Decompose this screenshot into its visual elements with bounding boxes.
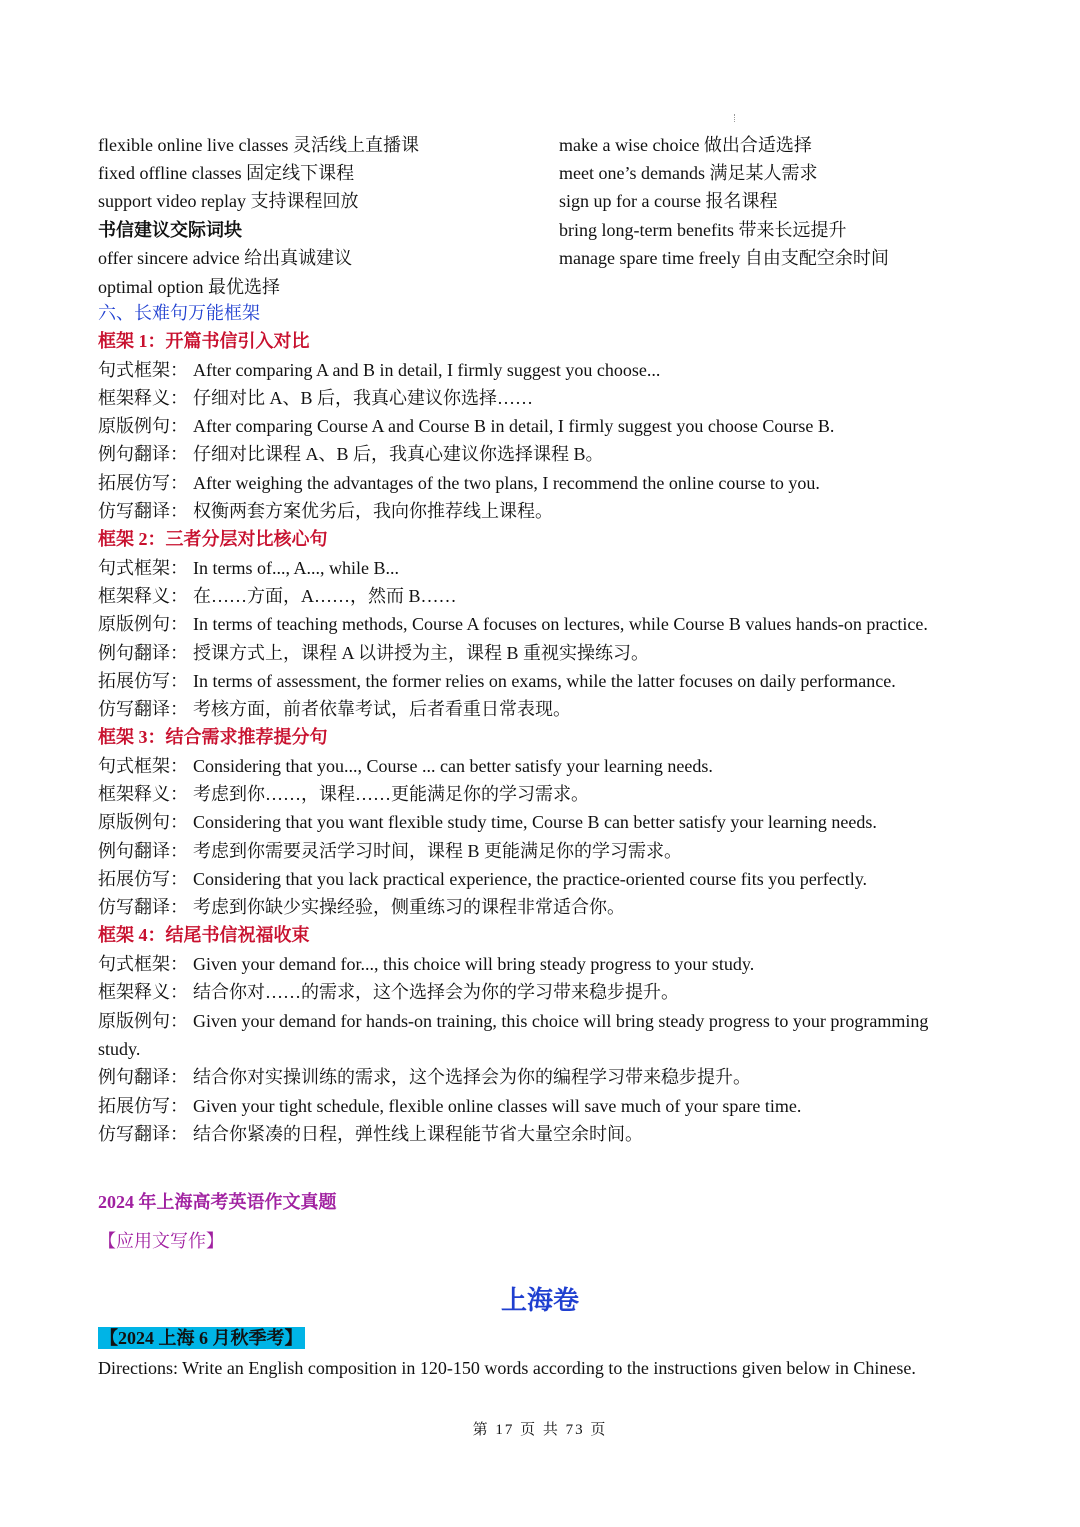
- vocab-left-item: offer sincere advice 给出真诚建议: [98, 248, 353, 268]
- frame-row: [98, 952, 754, 976]
- vocab-right-item: bring long-term benefits 带来长远提升: [559, 220, 847, 240]
- row-text: Given your tight schedule, flexible online classes will save much of your spare time.: [193, 1096, 802, 1116]
- row-text: In terms of..., A..., while B...: [193, 558, 399, 578]
- row-label: 仿写翻译：: [98, 1124, 188, 1144]
- frame-row: [98, 1122, 643, 1146]
- frame-heading: 框架 4：结尾书信祝福收束: [98, 925, 310, 945]
- frame-row: [98, 867, 867, 891]
- frame-row: [98, 1094, 801, 1118]
- frame-row: [98, 442, 604, 466]
- row-text: 仔细对比课程 A、B 后，我真心建议你选择课程 B。: [193, 444, 604, 464]
- row-text: 考虑到你缺少实操经验，侧重练习的课程非常适合你。: [193, 897, 625, 917]
- row-label: 框架释义：: [98, 388, 188, 408]
- row-label: 拓展仿写：: [98, 869, 188, 889]
- row-label: 例句翻译：: [98, 643, 188, 663]
- row-label: 例句翻译：: [98, 1067, 188, 1087]
- section-title: 六、长难句万能框架: [98, 303, 260, 323]
- row-text: 考虑到你……，课程……更能满足你的学习需求。: [193, 784, 589, 804]
- frame-row: [98, 414, 834, 438]
- frame-row: [98, 471, 820, 495]
- row-text: After comparing A and B in detail, I firmly suggest you choose...: [193, 360, 661, 380]
- frame-row: [98, 782, 589, 806]
- page-footer: 第 17 页 共 73 页: [472, 1422, 608, 1438]
- vocab-subheading: 书信建议交际词块: [98, 220, 242, 240]
- row-text: 授课方式上，课程 A 以讲授为主，课程 B 重视实操练习。: [193, 643, 650, 663]
- vocab-right-item: manage spare time freely 自由支配空余时间: [559, 248, 889, 268]
- vocab-left-item: fixed offline classes 固定线下课程: [98, 163, 355, 183]
- exam-title: 2024 年上海高考英语作文真题: [98, 1192, 337, 1212]
- directions: Directions: Write an English composition in 120-150 words according to the instructions given below in Chinese.: [98, 1358, 916, 1378]
- frame-row: [98, 839, 682, 863]
- row-text: 结合你对……的需求，这个选择会为你的学习带来稳步提升。: [193, 982, 679, 1002]
- row-text: After comparing Course A and Course B in detail, I firmly suggest you choose Course B.: [193, 416, 835, 436]
- frame-row: [98, 556, 399, 580]
- frame-row: [98, 612, 928, 636]
- row-label: 例句翻译：: [98, 841, 188, 861]
- frame-row: [98, 754, 713, 778]
- row-label: 框架释义：: [98, 784, 188, 804]
- frame-row: [98, 697, 571, 721]
- row-text: 仔细对比 A、B 后，我真心建议你选择……: [193, 388, 534, 408]
- vocab-left-item: optimal option 最优选择: [98, 277, 280, 297]
- row-text: Considering that you lack practical experience, the practice-oriented course fits you perfectly.: [193, 869, 868, 889]
- writing-tag: 【应用文写作】: [98, 1231, 224, 1251]
- row-label: 拓展仿写：: [98, 473, 188, 493]
- row-text: 结合你紧凑的日程，弹性线上课程能节省大量空余时间。: [193, 1124, 643, 1144]
- row-text: In terms of assessment, the former relies on exams, while the latter focuses on daily performance.: [193, 671, 896, 691]
- frame-row: [98, 1009, 928, 1033]
- frame-row: [98, 499, 553, 523]
- row-label: 仿写翻译：: [98, 501, 188, 521]
- row-label: 原版例句：: [98, 812, 188, 832]
- row-text: study.: [98, 1039, 141, 1059]
- frame-row-continuation: [98, 1037, 140, 1061]
- frame-row: [98, 584, 457, 608]
- vocab-right-item: meet one’s demands 满足某人需求: [559, 163, 818, 183]
- row-text: Given your demand for..., this choice will bring steady progress to your study.: [193, 954, 755, 974]
- frame-row: [98, 810, 877, 834]
- row-label: 拓展仿写：: [98, 1096, 188, 1116]
- row-text: Given your demand for hands-on training, this choice will bring steady progress to your programming: [193, 1011, 929, 1031]
- frame-row: [98, 358, 660, 382]
- vocab-right-item: sign up for a course 报名课程: [559, 191, 778, 211]
- frame-heading: 框架 3：结合需求推荐提分句: [98, 727, 328, 747]
- frame-heading: 框架 2：三者分层对比核心句: [98, 529, 328, 549]
- vocab-left-item: flexible online live classes 灵活线上直播课: [98, 135, 419, 155]
- row-text: Considering that you..., Course ... can better satisfy your learning needs.: [193, 756, 713, 776]
- row-text: 考虑到你需要灵活学习时间，课程 B 更能满足你的学习需求。: [193, 841, 683, 861]
- row-text: 在……方面，A……，然而 B……: [193, 586, 457, 606]
- row-label: 句式框架：: [98, 558, 188, 578]
- volume-title: 上海卷: [500, 1286, 579, 1315]
- frame-heading: 框架 1：开篇书信引入对比: [98, 331, 310, 351]
- frame-row: [98, 895, 625, 919]
- row-label: 框架释义：: [98, 982, 188, 1002]
- row-label: 句式框架：: [98, 756, 188, 776]
- frame-row: [98, 386, 533, 410]
- row-label: 原版例句：: [98, 1011, 188, 1031]
- vocab-left-item: support video replay 支持课程回放: [98, 191, 359, 211]
- scan-mark: [734, 114, 736, 122]
- row-label: 例句翻译：: [98, 444, 188, 464]
- frame-row: [98, 669, 896, 693]
- row-text: 考核方面，前者依靠考试，后者看重日常表现。: [193, 699, 571, 719]
- row-text: After weighing the advantages of the two plans, I recommend the online course to you.: [193, 473, 820, 493]
- row-label: 拓展仿写：: [98, 671, 188, 691]
- vocab-right-item: make a wise choice 做出合适选择: [559, 135, 812, 155]
- row-label: 仿写翻译：: [98, 897, 188, 917]
- row-label: 句式框架：: [98, 954, 188, 974]
- row-text: 权衡两套方案优劣后，我向你推荐线上课程。: [193, 501, 553, 521]
- row-label: 原版例句：: [98, 614, 188, 634]
- row-text: In terms of teaching methods, Course A focuses on lectures, while Course B values hands-on practice.: [193, 614, 928, 634]
- row-label: 句式框架：: [98, 360, 188, 380]
- frame-row: [98, 641, 649, 665]
- row-text: 结合你对实操训练的需求，这个选择会为你的编程学习带来稳步提升。: [193, 1067, 751, 1087]
- row-label: 原版例句：: [98, 416, 188, 436]
- frame-row: [98, 1065, 751, 1089]
- row-label: 仿写翻译：: [98, 699, 188, 719]
- row-label: 框架释义：: [98, 586, 188, 606]
- exam-tag: 【2024 上海 6 月秋季考】: [100, 1328, 303, 1348]
- row-text: Considering that you want flexible study time, Course B can better satisfy your learning needs.: [193, 812, 877, 832]
- frame-row: [98, 980, 679, 1004]
